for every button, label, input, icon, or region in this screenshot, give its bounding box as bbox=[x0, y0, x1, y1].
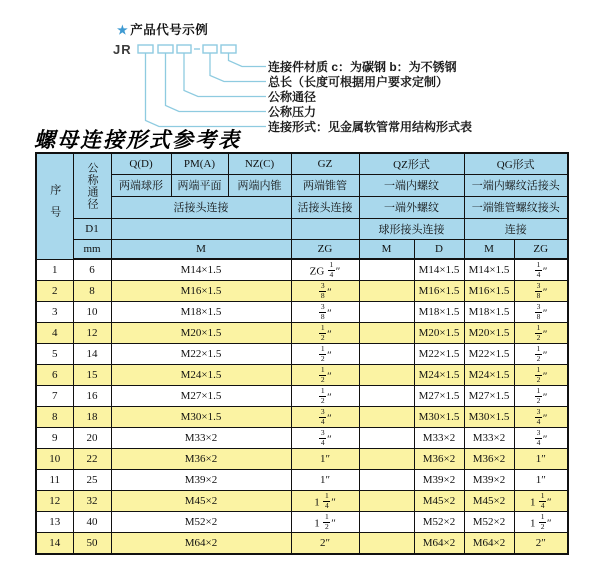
table-cell: ZG $\frac{1}{4}$ ″ bbox=[291, 259, 359, 281]
table-cell: M22×1.5 bbox=[111, 344, 291, 365]
table-cell: M39×2 bbox=[464, 470, 514, 491]
table-cell: 1″ bbox=[291, 449, 359, 470]
table-cell: 2 bbox=[36, 281, 73, 302]
header-m: M bbox=[111, 239, 291, 259]
table-cell: M52×2 bbox=[464, 512, 514, 533]
header-qz-d: D bbox=[414, 239, 464, 259]
table-cell: $\frac{1}{2}$ ″ bbox=[291, 365, 359, 386]
header-nz-desc: 两端内锥 bbox=[228, 174, 291, 196]
table-cell: 14 bbox=[36, 533, 73, 555]
header-gz-conn: 活接头连接 bbox=[291, 196, 359, 218]
table-cell: $\frac{1}{2}$ ″ bbox=[514, 323, 568, 344]
star-icon: ★ bbox=[117, 23, 129, 37]
code-label-connection: 连接形式：见金属软管常用结构形式表 bbox=[268, 120, 473, 134]
code-label-pressure: 公称压力 bbox=[268, 105, 317, 119]
table-cell: M20×1.5 bbox=[111, 323, 291, 344]
table-cell bbox=[359, 407, 414, 428]
table-cell: $\frac{3}{4}$ ″ bbox=[291, 407, 359, 428]
table-cell: M18×1.5 bbox=[464, 302, 514, 323]
table-cell: $\frac{3}{8}$ ″ bbox=[514, 302, 568, 323]
table-cell: 1 $\frac{1}{4}$ ″ bbox=[291, 491, 359, 512]
table-row bbox=[36, 533, 568, 555]
code-box bbox=[158, 45, 173, 53]
table-cell: M27×1.5 bbox=[414, 386, 464, 407]
header-union-conn: 活接头连接 bbox=[111, 196, 291, 218]
table-cell bbox=[359, 344, 414, 365]
product-code-heading bbox=[117, 20, 208, 38]
header-col-gz: GZ bbox=[291, 153, 359, 174]
code-box bbox=[221, 45, 236, 53]
header-qg-m: M bbox=[464, 239, 514, 259]
table-row bbox=[36, 407, 568, 428]
table-cell: $\frac{3}{4}$ ″ bbox=[514, 407, 568, 428]
table-cell: M18×1.5 bbox=[111, 302, 291, 323]
header-nominal-diameter: 公称通径 bbox=[73, 153, 111, 218]
table-cell: M30×1.5 bbox=[111, 407, 291, 428]
table-cell: 50 bbox=[73, 533, 111, 555]
table-row bbox=[36, 449, 568, 470]
table-cell: M39×2 bbox=[111, 470, 291, 491]
table-cell: $\frac{1}{2}$ ″ bbox=[291, 344, 359, 365]
table-cell: M27×1.5 bbox=[111, 386, 291, 407]
table-cell bbox=[359, 302, 414, 323]
table-cell: 20 bbox=[73, 428, 111, 449]
header-qg-conn: 连接 bbox=[464, 218, 568, 239]
connector-line bbox=[229, 53, 267, 67]
table-cell: M64×2 bbox=[464, 533, 514, 555]
table-row bbox=[36, 344, 568, 365]
table-cell: M64×2 bbox=[414, 533, 464, 555]
code-box bbox=[138, 45, 153, 53]
header-col-qg: QG形式 bbox=[464, 153, 568, 174]
table-cell bbox=[359, 386, 414, 407]
table-cell: M45×2 bbox=[414, 491, 464, 512]
code-label-diameter: 公称通径 bbox=[268, 90, 317, 104]
header-col-qz: QZ形式 bbox=[359, 153, 464, 174]
table-row bbox=[36, 281, 568, 302]
table-cell: $\frac{1}{2}$ ″ bbox=[514, 365, 568, 386]
header-qz-conn: 球形接头连接 bbox=[359, 218, 464, 239]
table-cell: M39×2 bbox=[414, 470, 464, 491]
header-row-desc1 bbox=[36, 174, 568, 196]
table-cell: $\frac{3}{4}$ ″ bbox=[514, 428, 568, 449]
table-cell: 40 bbox=[73, 512, 111, 533]
table-cell: M22×1.5 bbox=[464, 344, 514, 365]
table-cell: 1 $\frac{1}{4}$ ″ bbox=[514, 491, 568, 512]
table-cell bbox=[359, 259, 414, 281]
table-cell: 1 bbox=[36, 259, 73, 281]
table-cell: 2″ bbox=[514, 533, 568, 555]
table-cell: 10 bbox=[36, 449, 73, 470]
table-cell bbox=[359, 533, 414, 555]
table-cell: M36×2 bbox=[111, 449, 291, 470]
header-pm-desc: 两端平面 bbox=[171, 174, 228, 196]
code-label-material: 连接件材质 c：为碳钢 b：为不锈钢 bbox=[268, 60, 457, 74]
table-cell: M24×1.5 bbox=[111, 365, 291, 386]
table-cell: M64×2 bbox=[111, 533, 291, 555]
table-cell bbox=[359, 365, 414, 386]
header-zg: ZG bbox=[291, 239, 359, 259]
table-cell: 4 bbox=[36, 323, 73, 344]
table-cell: M14×1.5 bbox=[464, 259, 514, 281]
table-cell bbox=[359, 323, 414, 344]
header-seq: 序号 bbox=[36, 153, 73, 259]
product-code-prefix: JR bbox=[113, 42, 132, 57]
table-cell: M36×2 bbox=[464, 449, 514, 470]
table-cell: 8 bbox=[36, 407, 73, 428]
table-cell: M52×2 bbox=[111, 512, 291, 533]
table-cell: M14×1.5 bbox=[414, 259, 464, 281]
table-cell: 32 bbox=[73, 491, 111, 512]
table-cell: 6 bbox=[36, 365, 73, 386]
table-cell: M30×1.5 bbox=[414, 407, 464, 428]
table-cell: M16×1.5 bbox=[111, 281, 291, 302]
code-box bbox=[203, 45, 217, 53]
table-cell: M20×1.5 bbox=[414, 323, 464, 344]
table-cell: $\frac{1}{2}$ ″ bbox=[291, 386, 359, 407]
table-cell: 7 bbox=[36, 386, 73, 407]
table-cell: 13 bbox=[36, 512, 73, 533]
table-cell: M24×1.5 bbox=[414, 365, 464, 386]
table-cell: $\frac{3}{8}$ ″ bbox=[291, 281, 359, 302]
table-cell: 5 bbox=[36, 344, 73, 365]
table-row bbox=[36, 365, 568, 386]
table-row bbox=[36, 512, 568, 533]
table-cell: 10 bbox=[73, 302, 111, 323]
table-cell: 1 $\frac{1}{2}$ ″ bbox=[514, 512, 568, 533]
table-body bbox=[36, 259, 568, 554]
table-cell: 9 bbox=[36, 428, 73, 449]
table-cell: M33×2 bbox=[464, 428, 514, 449]
table-cell bbox=[359, 281, 414, 302]
code-label-length: 总长（长度可根据用户要求定制） bbox=[268, 75, 449, 89]
table-cell: M33×2 bbox=[111, 428, 291, 449]
table-cell: 1″ bbox=[291, 470, 359, 491]
table-cell: M22×1.5 bbox=[414, 344, 464, 365]
header-col-nz: NZ(C) bbox=[228, 153, 291, 174]
header-mm: mm bbox=[73, 239, 111, 259]
table-row bbox=[36, 302, 568, 323]
table-cell: $\frac{1}{4}$ ″ bbox=[514, 259, 568, 281]
table-header bbox=[36, 153, 568, 259]
header-row-desc2 bbox=[36, 196, 568, 218]
table-cell: M18×1.5 bbox=[414, 302, 464, 323]
table-cell: M27×1.5 bbox=[464, 386, 514, 407]
header-q-desc: 两端球形 bbox=[111, 174, 171, 196]
table-cell: 3 bbox=[36, 302, 73, 323]
table-row bbox=[36, 470, 568, 491]
table-cell: 1″ bbox=[514, 449, 568, 470]
header-d1: D1 bbox=[73, 218, 111, 239]
table-cell: $\frac{1}{2}$ ″ bbox=[514, 344, 568, 365]
table-cell: 25 bbox=[73, 470, 111, 491]
table-cell bbox=[359, 491, 414, 512]
header-row-types bbox=[36, 153, 568, 174]
table-cell: M45×2 bbox=[111, 491, 291, 512]
table-cell: 1 $\frac{1}{2}$ ″ bbox=[291, 512, 359, 533]
table-cell bbox=[359, 428, 414, 449]
header-qg-desc2: 一端锥管螺纹接头 bbox=[464, 196, 568, 218]
table-cell: M20×1.5 bbox=[464, 323, 514, 344]
connector-line bbox=[210, 53, 266, 82]
table-cell: 11 bbox=[36, 470, 73, 491]
table-cell bbox=[359, 470, 414, 491]
table-cell: 8 bbox=[73, 281, 111, 302]
table-cell: M33×2 bbox=[414, 428, 464, 449]
table-row bbox=[36, 259, 568, 281]
table-cell: $\frac{3}{8}$ ″ bbox=[291, 302, 359, 323]
header-empty-cell bbox=[111, 218, 291, 239]
table-cell: 16 bbox=[73, 386, 111, 407]
connector-line bbox=[166, 53, 267, 112]
table-cell: M14×1.5 bbox=[111, 259, 291, 281]
table-cell: 22 bbox=[73, 449, 111, 470]
table-cell: $\frac{1}{2}$ ″ bbox=[514, 386, 568, 407]
table-cell: 1″ bbox=[514, 470, 568, 491]
table-row bbox=[36, 386, 568, 407]
header-empty-cell bbox=[291, 218, 359, 239]
header-col-q: Q(D) bbox=[111, 153, 171, 174]
header-qz-desc2: 一端外螺纹 bbox=[359, 196, 464, 218]
table-cell: M16×1.5 bbox=[464, 281, 514, 302]
table-cell: 14 bbox=[73, 344, 111, 365]
table-cell: M30×1.5 bbox=[464, 407, 514, 428]
table-cell: 6 bbox=[73, 259, 111, 281]
header-qg-desc1: 一端内螺纹活接头 bbox=[464, 174, 568, 196]
table-row bbox=[36, 323, 568, 344]
table-cell: 15 bbox=[73, 365, 111, 386]
header-row-units bbox=[36, 239, 568, 259]
header-qz-m: M bbox=[359, 239, 414, 259]
table-cell: M16×1.5 bbox=[414, 281, 464, 302]
header-row-d1 bbox=[36, 218, 568, 239]
table-row bbox=[36, 491, 568, 512]
table-cell: $\frac{3}{8}$ ″ bbox=[514, 281, 568, 302]
table-cell: 12 bbox=[73, 323, 111, 344]
table-row bbox=[36, 428, 568, 449]
header-gz-desc: 两端锥管 bbox=[291, 174, 359, 196]
table-cell: 2″ bbox=[291, 533, 359, 555]
table-cell: 12 bbox=[36, 491, 73, 512]
table-cell bbox=[359, 449, 414, 470]
connector-line bbox=[184, 53, 266, 97]
header-qz-desc1: 一端内螺纹 bbox=[359, 174, 464, 196]
header-qg-zg: ZG bbox=[514, 239, 568, 259]
product-code-heading-text: 产品代号示例 bbox=[130, 23, 209, 37]
table-cell bbox=[359, 512, 414, 533]
reference-table bbox=[35, 152, 569, 555]
table-title: 螺母连接形式参考表 bbox=[34, 128, 241, 152]
table-cell: 18 bbox=[73, 407, 111, 428]
table-cell: M24×1.5 bbox=[464, 365, 514, 386]
table-cell: M45×2 bbox=[464, 491, 514, 512]
connector-line bbox=[146, 53, 267, 127]
table-cell: M52×2 bbox=[414, 512, 464, 533]
table-cell: $\frac{1}{2}$ ″ bbox=[291, 323, 359, 344]
table-cell: $\frac{3}{4}$ ″ bbox=[291, 428, 359, 449]
code-box bbox=[177, 45, 191, 53]
table-cell: M36×2 bbox=[414, 449, 464, 470]
header-col-pm: PM(A) bbox=[171, 153, 228, 174]
